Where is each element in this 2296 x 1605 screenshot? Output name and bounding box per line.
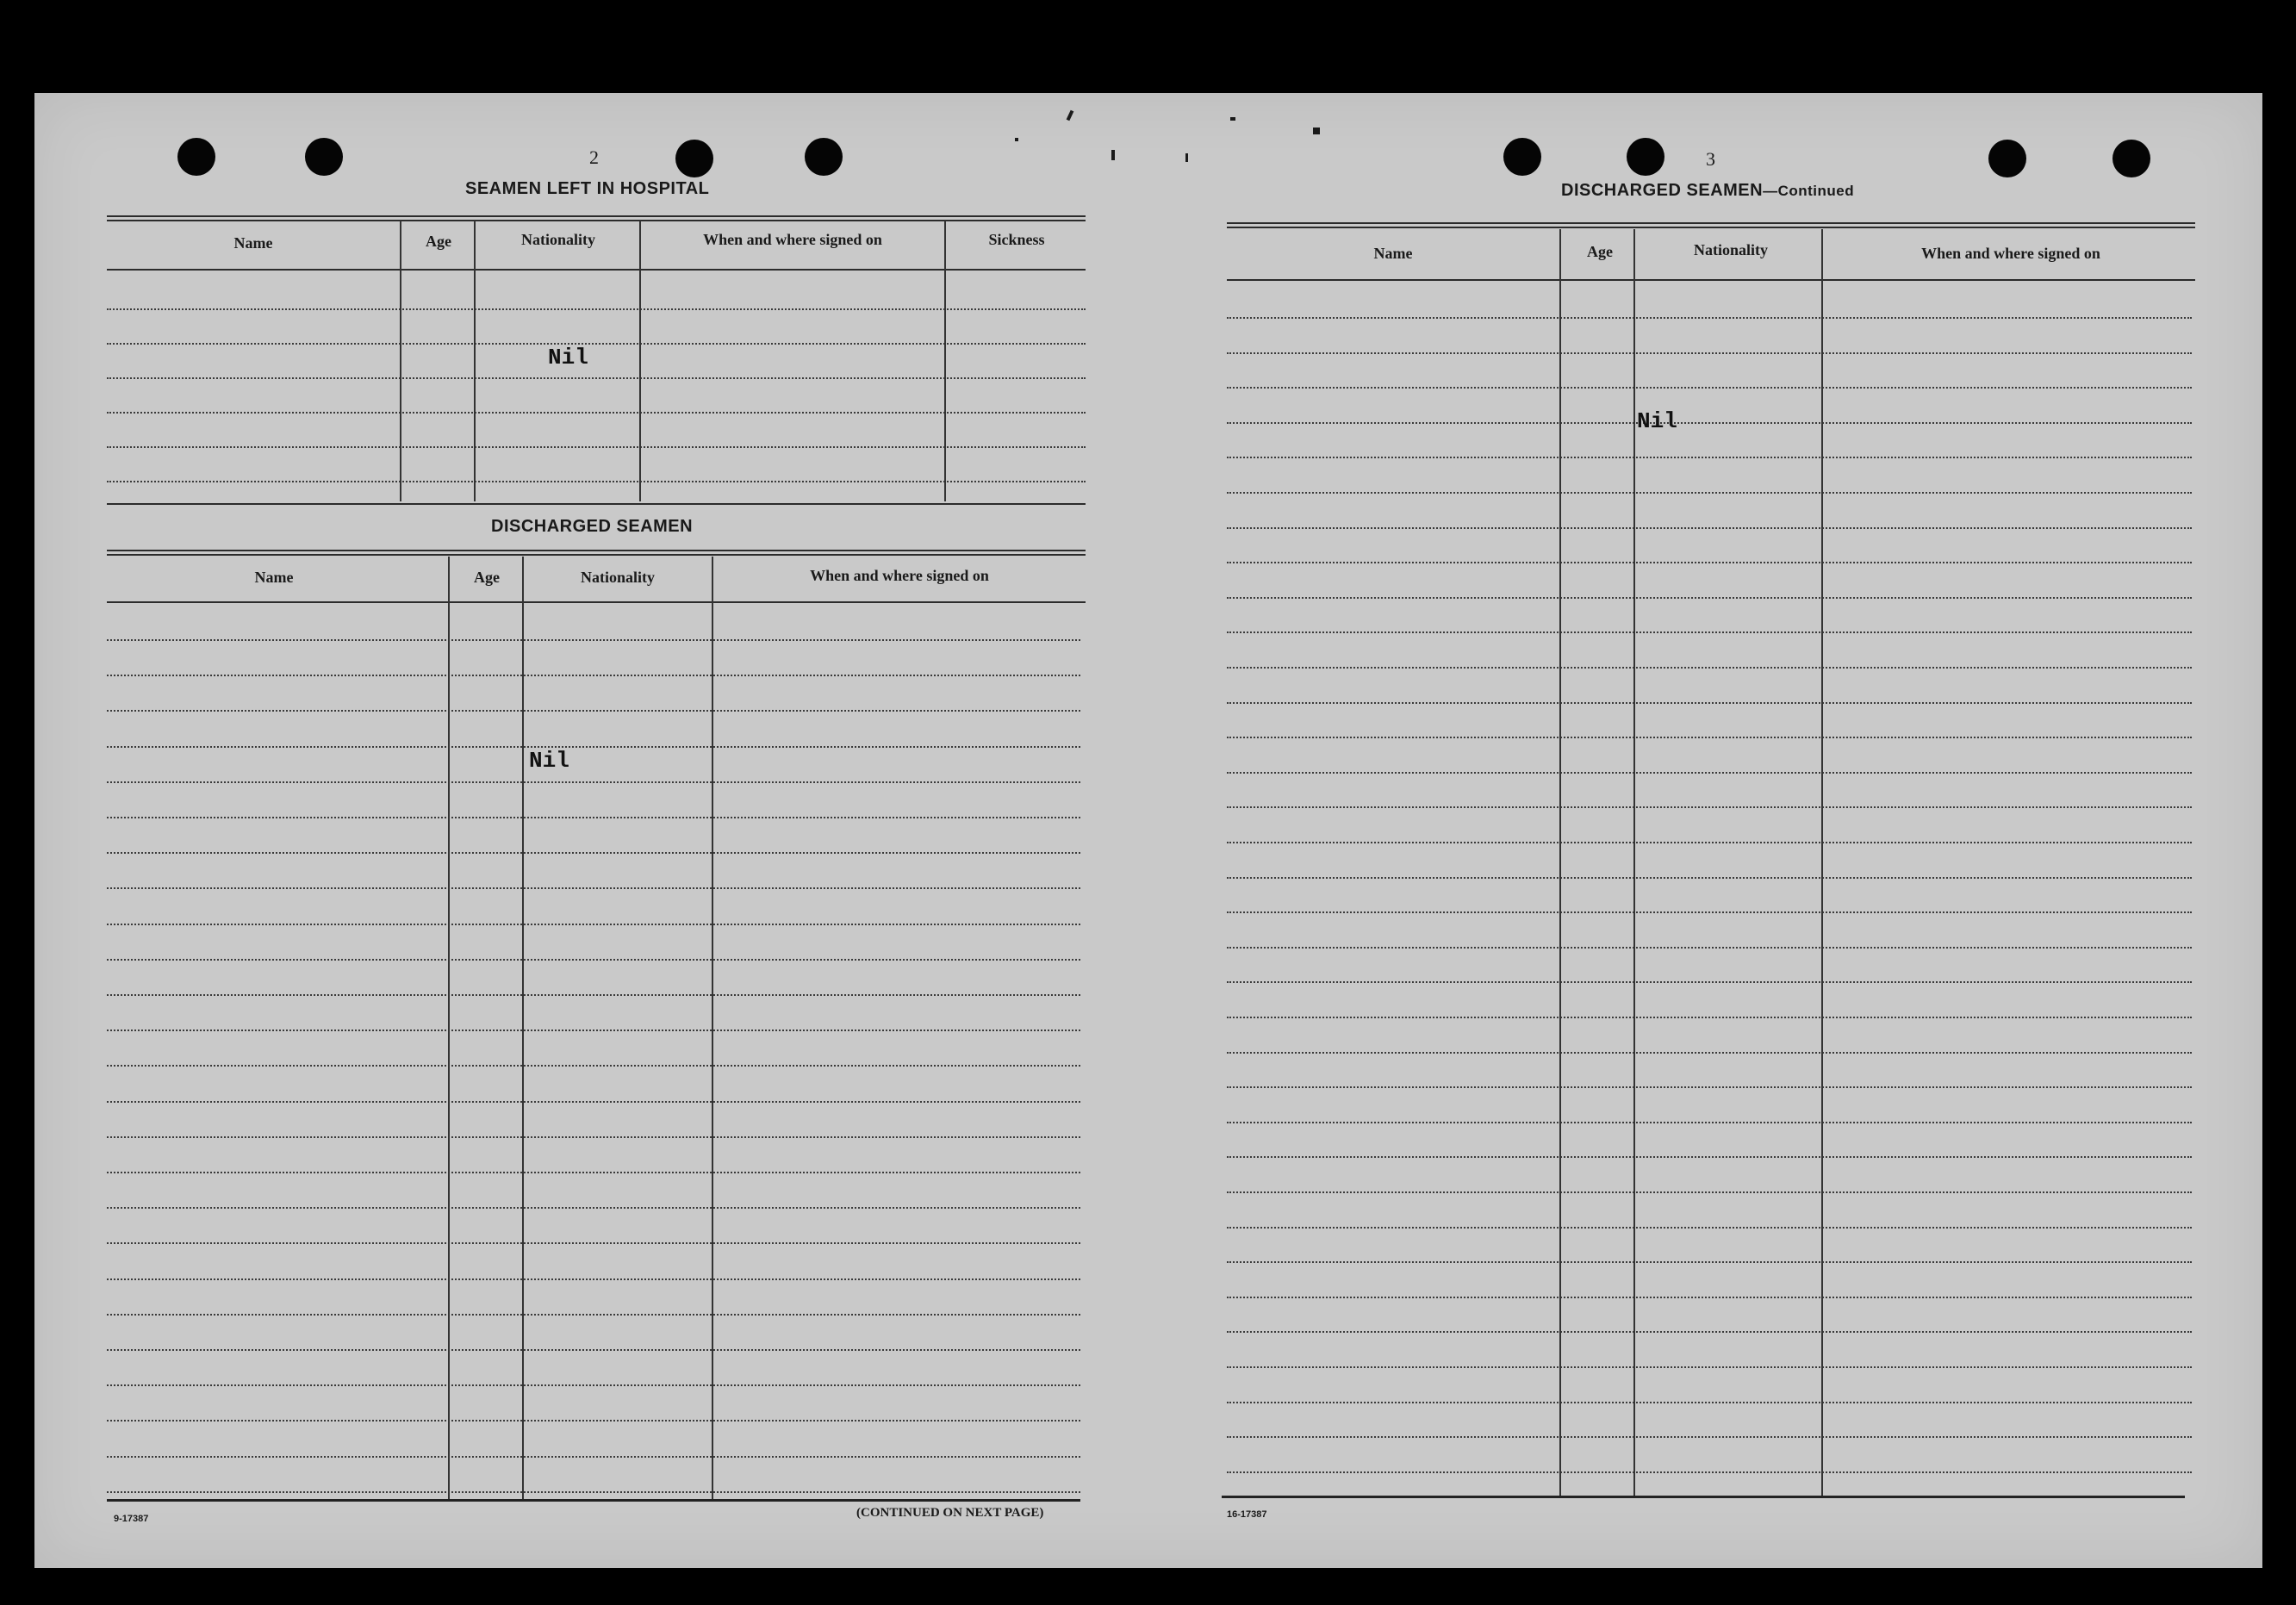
right-row-line (1227, 1402, 2192, 1403)
right-col-age: Age (1587, 243, 1613, 260)
hospital-col-divider (944, 221, 946, 501)
right-row-line (1227, 317, 2192, 319)
right-row-line (1227, 1052, 2192, 1054)
right-row-line (1227, 422, 2192, 424)
right-nil-entry: Nil (1637, 408, 1677, 434)
hospital-row-line (107, 308, 1086, 310)
punch-hole (1988, 140, 2026, 177)
discharged-row-line (107, 710, 1080, 712)
discharged-row-line (107, 1278, 1080, 1280)
right-row-line (1227, 1191, 2192, 1193)
discharged-continued-title (1561, 181, 1854, 201)
right-row-line (1227, 597, 2192, 599)
hospital-row-line (107, 377, 1086, 379)
hospital-bottom-rule (107, 503, 1086, 505)
right-row-line (1227, 562, 2192, 563)
right-header-rule (1227, 279, 2195, 281)
right-row-line (1227, 947, 2192, 949)
discharged-col-nationality: Nationality (580, 569, 655, 586)
discharged-row-line (107, 746, 1080, 748)
hospital-table-top-rule (107, 215, 1086, 221)
right-row-line (1227, 772, 2192, 774)
hospital-nil-entry: Nil (548, 345, 588, 370)
hospital-header-rule (107, 269, 1086, 271)
discharged-nil-entry: Nil (529, 748, 569, 774)
right-row-line (1227, 492, 2192, 494)
punch-hole (305, 138, 343, 176)
right-row-line (1227, 387, 2192, 389)
punch-hole (177, 138, 215, 176)
hospital-col-signed-on: When and where signed on (703, 231, 882, 248)
punch-hole (805, 138, 843, 176)
right-row-line (1227, 737, 2192, 738)
right-row-line (1227, 1436, 2192, 1438)
ink-speck (1111, 150, 1115, 160)
ink-speck (1313, 128, 1320, 134)
right-row-line (1227, 667, 2192, 669)
hospital-col-divider (639, 221, 641, 501)
ink-speck (1230, 117, 1235, 121)
punch-hole (1503, 138, 1541, 176)
discharged-row-line (107, 817, 1080, 818)
right-row-line (1227, 1017, 2192, 1018)
discharged-row-line (107, 1491, 1080, 1493)
discharged-row-line (107, 1207, 1080, 1209)
right-row-line (1227, 1156, 2192, 1158)
discharged-row-line (107, 639, 1080, 641)
form-sheet (34, 93, 2262, 1568)
right-col-name: Name (1373, 245, 1413, 262)
right-col-divider (1633, 229, 1635, 1496)
discharged-row-line (107, 1314, 1080, 1316)
form-code-right: 16-17387 (1227, 1509, 1267, 1520)
hospital-col-divider (474, 221, 476, 501)
continued-note: (CONTINUED ON NEXT PAGE) (856, 1506, 1044, 1520)
discharged-row-line (107, 1420, 1080, 1421)
discharged-row-line (107, 781, 1080, 783)
right-bottom-rule (1222, 1496, 2185, 1498)
discharged-row-line (107, 1030, 1080, 1031)
right-row-line (1227, 1261, 2192, 1263)
right-row-line (1227, 877, 2192, 879)
hospital-row-line (107, 481, 1086, 482)
punch-hole (1627, 138, 1664, 176)
discharged-row-line (107, 924, 1080, 925)
right-row-line (1227, 352, 2192, 354)
discharged-continued-title-suffix: —Continued (1763, 183, 1855, 199)
form-code-left: 9-17387 (114, 1514, 149, 1524)
right-row-line (1227, 631, 2192, 633)
right-row-line (1227, 1331, 2192, 1333)
discharged-section-title: DISCHARGED SEAMEN (491, 517, 694, 536)
right-row-line (1227, 457, 2192, 458)
right-row-line (1227, 911, 2192, 913)
discharged-col-divider (712, 557, 713, 1499)
discharged-table-top-rule (107, 550, 1086, 556)
discharged-col-divider (448, 557, 450, 1499)
hospital-section-title: SEAMEN LEFT IN HOSPITAL (465, 179, 710, 198)
right-row-line (1227, 842, 2192, 843)
right-row-line (1227, 1297, 2192, 1298)
right-col-nationality: Nationality (1693, 241, 1768, 258)
right-table-top-rule (1227, 222, 2195, 228)
discharged-bottom-rule (107, 1499, 1080, 1502)
hospital-col-name: Name (233, 234, 273, 252)
right-row-line (1227, 1471, 2192, 1473)
hospital-row-line (107, 446, 1086, 448)
right-col-divider (1559, 229, 1561, 1496)
discharged-row-line (107, 1349, 1080, 1351)
right-col-signed-on: When and where signed on (1921, 245, 2100, 262)
discharged-col-name: Name (254, 569, 294, 586)
discharged-row-line (107, 887, 1080, 889)
ink-speck (1015, 138, 1018, 141)
discharged-row-line (107, 1242, 1080, 1244)
right-row-line (1227, 527, 2192, 529)
discharged-row-line (107, 852, 1080, 854)
discharged-continued-title-main: DISCHARGED SEAMEN (1561, 181, 1764, 200)
discharged-header-rule (107, 601, 1086, 603)
page-number-left: 2 (589, 146, 599, 168)
right-row-line (1227, 806, 2192, 808)
hospital-row-line (107, 343, 1086, 345)
page-number-right: 3 (1706, 148, 1715, 170)
discharged-col-divider (522, 557, 524, 1499)
discharged-row-line (107, 994, 1080, 996)
hospital-row-line (107, 412, 1086, 414)
right-row-line (1227, 1366, 2192, 1368)
right-row-line (1227, 1086, 2192, 1088)
punch-hole (2112, 140, 2150, 177)
discharged-row-line (107, 1384, 1080, 1386)
discharged-row-line (107, 1136, 1080, 1138)
discharged-row-line (107, 959, 1080, 961)
discharged-col-signed-on: When and where signed on (810, 567, 989, 584)
right-row-line (1227, 702, 2192, 704)
discharged-row-line (107, 1065, 1080, 1067)
hospital-col-sickness: Sickness (988, 231, 1045, 248)
hospital-col-nationality: Nationality (520, 231, 595, 248)
punch-hole (675, 140, 713, 177)
discharged-row-line (107, 1172, 1080, 1173)
right-col-divider (1821, 229, 1823, 1496)
discharged-row-line (107, 1456, 1080, 1458)
discharged-row-line (107, 675, 1080, 676)
discharged-row-line (107, 1101, 1080, 1103)
hospital-col-age: Age (426, 233, 451, 250)
discharged-col-age: Age (474, 569, 500, 586)
right-row-line (1227, 1122, 2192, 1123)
hospital-col-divider (400, 221, 401, 501)
ink-speck (1185, 153, 1188, 162)
right-row-line (1227, 981, 2192, 983)
right-row-line (1227, 1227, 2192, 1229)
